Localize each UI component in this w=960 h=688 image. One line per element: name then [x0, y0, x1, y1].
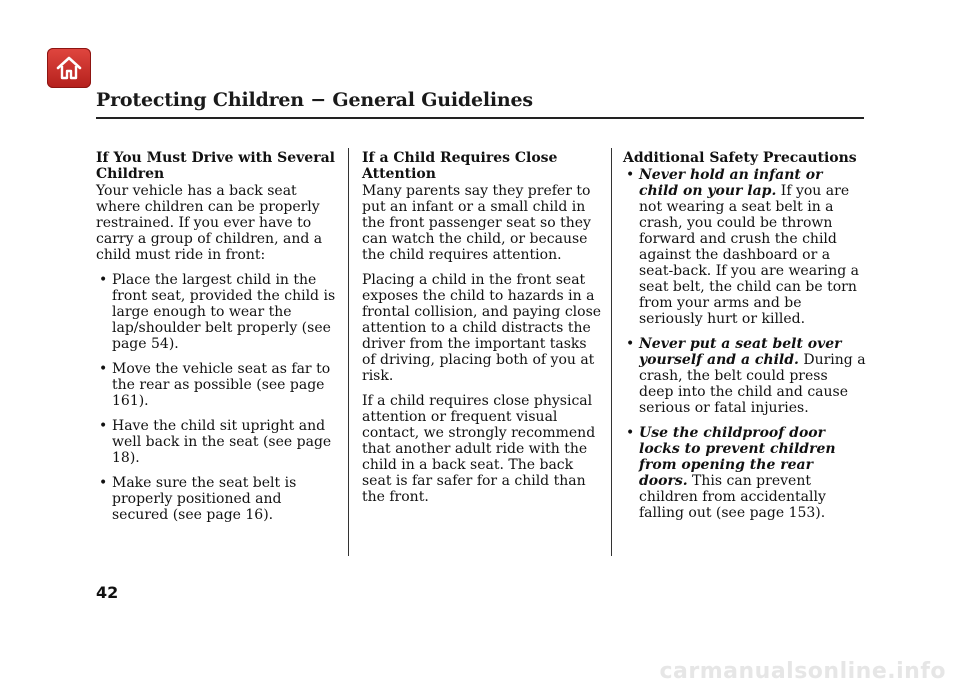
- paragraph: Placing a child in the front seat exposes the child to hazards in a frontal collision, and paying close attention to a child distracts the driver from the important tasks of driving, placing both of you at risk.: [362, 272, 602, 384]
- bullet-glyph: •: [99, 272, 108, 288]
- list-item: [623, 167, 866, 327]
- list-item: [96, 418, 336, 466]
- list-item: [623, 336, 866, 416]
- header-rule: [96, 117, 864, 119]
- bullet-list: [623, 167, 866, 521]
- bullet-glyph: •: [626, 167, 635, 183]
- home-icon: [55, 55, 83, 81]
- list-item-emphasis: Never hold an infant or child on your lap.: [639, 167, 823, 199]
- list-item-emphasis: Never put a seat belt over yourself and a child.: [639, 336, 842, 368]
- list-item-text: If you are not wearing a seat belt in a crash, you could be thrown forward and crush the child against the dashboard or a seat-back. If you are wearing a seat belt, the child can be torn from your arms and be seriously hurt or killed.: [639, 183, 860, 327]
- list-item-text: During a crash, the belt could press deep into the child and cause serious or fatal injuries.: [639, 352, 866, 416]
- page-title: Protecting Children − General Guidelines: [96, 89, 533, 111]
- list-item-text: Place the largest child in the front seat, provided the child is large enough to wear the lap/shoulder belt properly (see page 54).: [112, 272, 336, 352]
- bullet-glyph: •: [99, 475, 108, 491]
- column-left: [96, 150, 336, 532]
- list-item: [96, 272, 336, 352]
- section-heading-close-attention: If a Child Requires Close Attention: [362, 150, 558, 182]
- bullet-glyph: •: [99, 418, 108, 434]
- column-divider: [348, 148, 349, 556]
- bullet-glyph: •: [626, 336, 635, 352]
- column-divider: [611, 148, 612, 556]
- home-button[interactable]: [47, 48, 91, 88]
- section-intro: Your vehicle has a back seat where children can be properly restrained. If you ever have to carry a group of children, and a child must ride in front:: [96, 183, 323, 263]
- list-item-text: Have the child sit upright and well back in the seat (see page 18).: [112, 418, 332, 466]
- list-item: [96, 361, 336, 409]
- list-item-text: Move the vehicle seat as far to the rear as possible (see page 161).: [112, 361, 331, 409]
- bullet-list: [96, 272, 336, 523]
- list-item: [623, 425, 866, 521]
- paragraph: Many parents say they prefer to put an infant or a small child in the front passenger seat so they can watch the child, or because the child requires attention.: [362, 183, 591, 263]
- bullet-glyph: •: [626, 425, 635, 441]
- column-middle: [362, 150, 602, 514]
- list-item-text: Make sure the seat belt is properly positioned and secured (see page 16).: [112, 475, 297, 523]
- list-item: [96, 475, 336, 523]
- list-item-emphasis: Use the childproof door locks to prevent children from opening the rear doors.: [639, 425, 836, 489]
- section-heading-several-children: If You Must Drive with Several Children: [96, 150, 335, 182]
- page-number: 42: [96, 583, 119, 602]
- list-item-text: This can prevent children from accidentally falling out (see page 153).: [639, 473, 826, 521]
- column-right: [623, 150, 866, 530]
- bullet-glyph: •: [99, 361, 108, 377]
- watermark: carmanualsonline.info: [659, 659, 946, 684]
- paragraph: If a child requires close physical attention or frequent visual contact, we strongly recommend that another adult ride with the child in a back seat. The back seat is far safer for a child than the front.: [362, 393, 596, 505]
- section-heading-safety-precautions: Additional Safety Precautions: [623, 150, 857, 166]
